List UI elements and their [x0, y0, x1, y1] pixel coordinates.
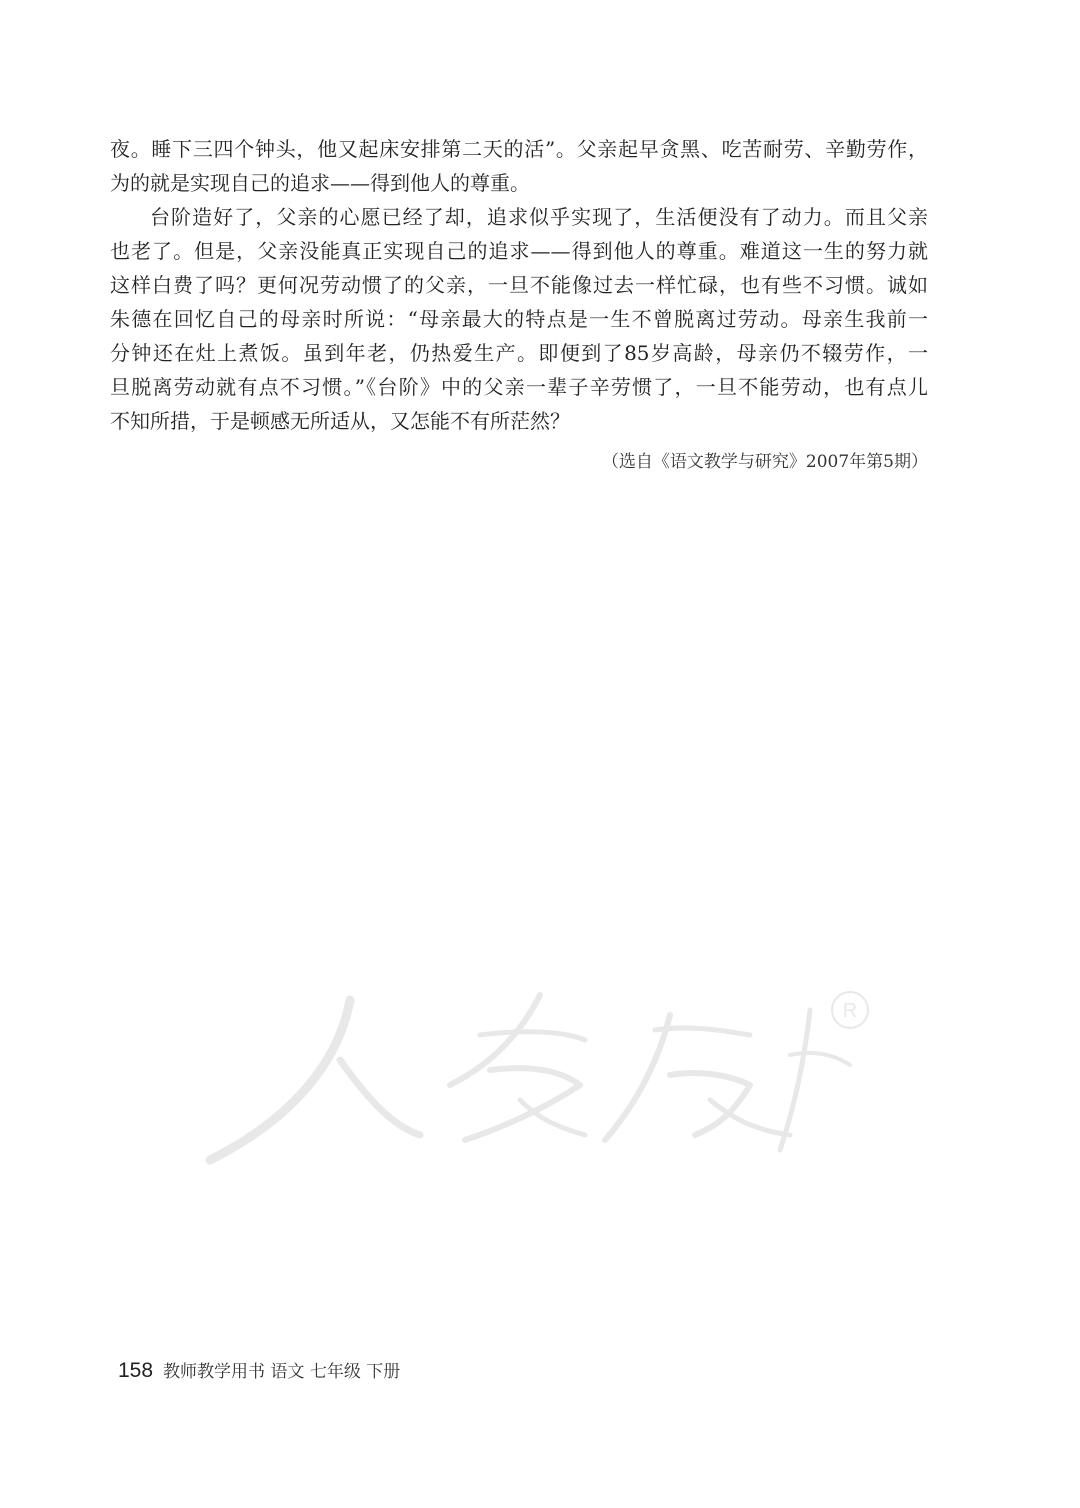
text-line: 台阶造好了，父亲的心愿已经了却，追求似乎实现了，生活便没有了动力。而且父亲 [150, 205, 928, 229]
article-body [110, 132, 928, 438]
text-line: 不知所措，于是顿感无所适从，又怎能不有所茫然？ [110, 409, 570, 433]
text-line: 分钟还在灶上煮饭。虽到年老，仍热爱生产。即便到了85岁高龄，母亲仍不辍劳作，一 [110, 341, 928, 365]
source-citation: （选自《语文教学与研究》2007年第5期） [601, 452, 928, 472]
page-number: 158 [118, 1359, 154, 1382]
text-line: 夜。睡下三四个钟头，他又起床安排第二天的活”。父亲起早贪黑、吃苦耐劳、辛勤劳作， [110, 137, 928, 161]
text-line: 为的就是实现自己的追求——得到他人的尊重。 [110, 171, 530, 195]
text-line: 也老了。但是，父亲没能真正实现自己的追求——得到他人的尊重。难道这一生的努力就 [110, 239, 928, 263]
text-line: 这样白费了吗？更何况劳动惯了的父亲，一旦不能像过去一样忙碌，也有些不习惯。诚如 [110, 273, 928, 297]
book-title: 教师教学用书 语文 七年级 下册 [163, 1362, 401, 1382]
text-line: 旦脱离劳动就有点不习惯。”《台阶》中的父亲一辈子辛劳惯了，一旦不能劳动，也有点儿 [110, 375, 928, 399]
page-footer [118, 1357, 400, 1383]
svg-text:R: R [842, 1000, 858, 1022]
publisher-watermark-logo [190, 975, 900, 1175]
watermark-calligraphy-icon [190, 975, 900, 1175]
text-line: 朱德在回忆自己的母亲时所说：“母亲最大的特点是一生不曾脱离过劳动。母亲生我前一 [110, 307, 928, 331]
